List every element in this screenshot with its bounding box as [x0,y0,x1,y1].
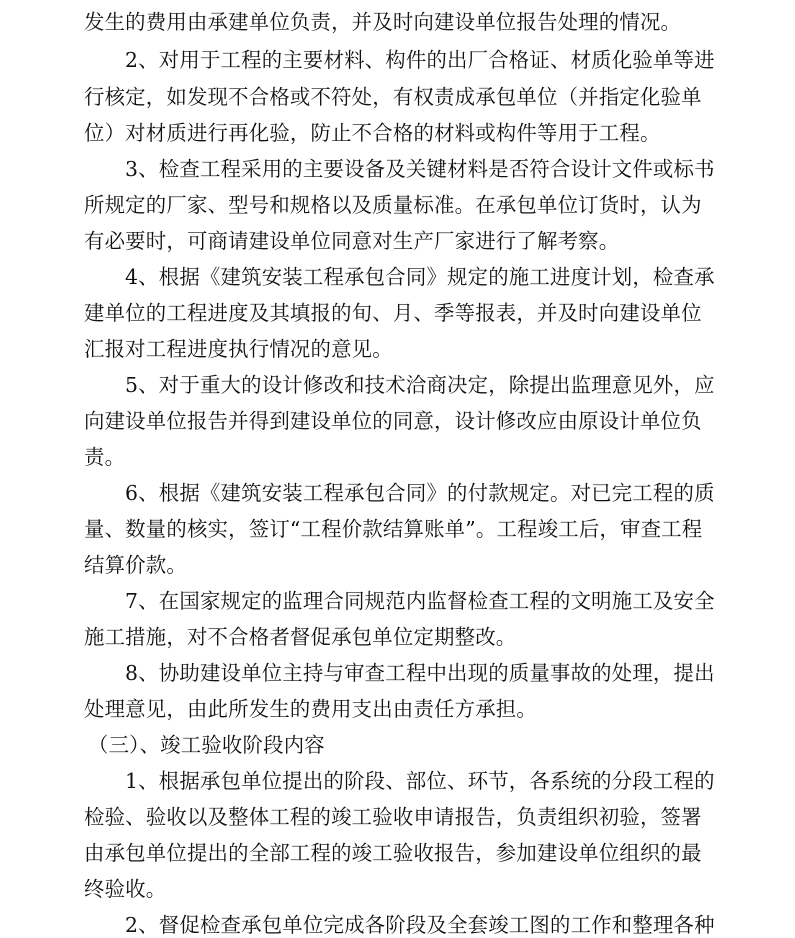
text-line: 终验收。 [84,877,167,901]
text-line: 施工措施，对不合格者督促承包单位定期整改。 [84,625,517,649]
text-line: 检验、验收以及整体工程的竣工验收申请报告，负责组织初验，签署 [84,805,702,829]
text-line: 由承包单位提出的全部工程的竣工验收报告，参加建设单位组织的最 [84,841,702,865]
text-line: 结算价款。 [84,553,187,577]
section-heading: （三）、竣工验收阶段内容 [88,733,325,757]
text-line: 处理意见，由此所发生的费用支出由责任方承担。 [84,697,537,721]
text-line: 责。 [84,445,126,469]
paragraph-6-start: 6、根据《建筑安装工程承包合同》的付款规定。对已完工程的质 [125,481,715,505]
paragraph-9-start: 1、根据承包单位提出的阶段、部位、环节，各系统的分段工程的 [125,769,715,793]
text-line: 位）对材质进行再化验，防止不合格的材料或构件等用于工程。 [84,121,661,145]
paragraph-2-start: 2、对用于工程的主要材料、构件的出厂合格证、材质化验单等进 [125,48,715,72]
paragraph-7-start: 7、在国家规定的监理合同规范内监督检查工程的文明施工及安全 [125,589,715,613]
text-line: 有必要时，可商请建设单位同意对生产厂家进行了解考察。 [84,229,620,253]
text-line: 向建设单位报告并得到建设单位的同意，设计修改应由原设计单位负 [84,409,702,433]
paragraph-8-start: 8、协助建设单位主持与审查工程中出现的质量事故的处理，提出 [125,661,715,685]
text-line: 行核定，如发现不合格或不符处，有权责成承包单位（并指定化验单 [84,85,702,109]
paragraph-4-start: 4、根据《建筑安装工程承包合同》规定的施工进度计划，检查承 [125,265,715,289]
paragraph-5-start: 5、对于重大的设计修改和技术洽商决定，除提出监理意见外，应 [125,373,715,397]
text-line: 汇报对工程进度执行情况的意见。 [84,337,393,361]
text-line: 所规定的厂家、型号和规格以及质量标准。在承包单位订货时，认为 [84,193,702,217]
paragraph-3-start: 3、检查工程采用的主要设备及关键材料是否符合设计文件或标书 [125,157,715,181]
text-line: 发生的费用由承建单位负责，并及时向建设单位报告处理的情况。 [84,10,682,34]
text-line: 建单位的工程进度及其填报的旬、月、季等报表，并及时向建设单位 [84,301,702,325]
paragraph-10-start: 2、督促检查承包单位完成各阶段及全套竣工图的工作和整理各种 [125,913,715,937]
text-line: 量、数量的核实，签订“工程价款结算账单”。工程竣工后，审查工程 [84,517,703,541]
